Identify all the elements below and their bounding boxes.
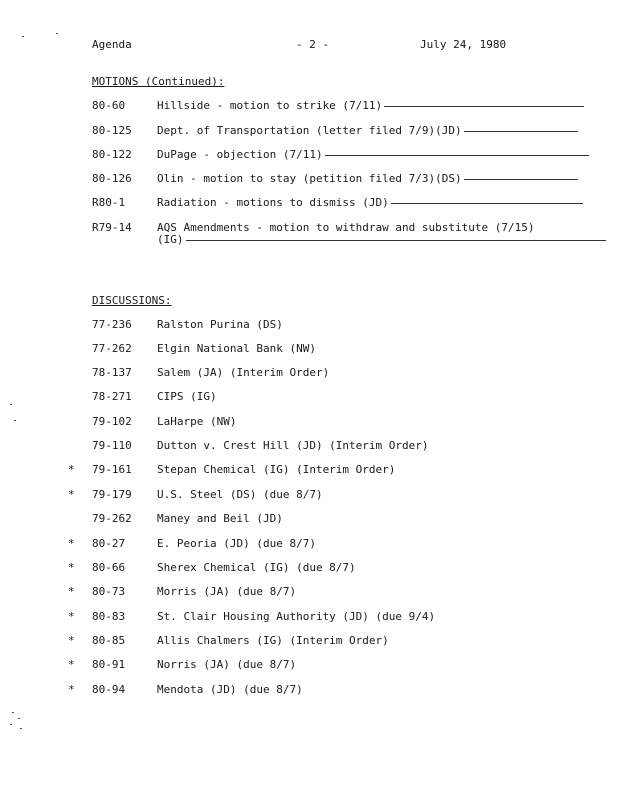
discussion-number: 77-236 [92,318,132,331]
discussion-text: Morris (JA) (due 8/7) [157,585,297,598]
discussion-number: 80-83 [92,610,126,623]
motion-number: 80-126 [92,172,132,185]
discussion-text: Maney and Beil (JD) [157,512,283,525]
motion-text: Hillside - motion to strike (7/11) [157,99,584,112]
priority-asterisk: * [68,634,75,647]
priority-asterisk: * [68,585,75,598]
discussion-text: E. Peoria (JD) (due 8/7) [157,537,316,550]
discussion-number: 80-73 [92,585,126,598]
discussion-text: Salem (JA) (Interim Order) [157,366,330,379]
discussion-text: Dutton v. Crest Hill (JD) (Interim Order) [157,439,429,452]
discussions-title: DISCUSSIONS: [92,294,172,307]
motion-text: AQS Amendments - motion to withdraw and substitute (7/15) [157,221,535,234]
discussion-text: CIPS (IG) [157,390,217,403]
header-agenda: Agenda [92,38,132,51]
discussion-number: 78-137 [92,366,132,379]
motion-number: 80-60 [92,99,126,112]
motion-number: R80-1 [92,196,126,209]
priority-asterisk: * [68,537,75,550]
discussion-number: 79-102 [92,415,132,428]
discussion-number: 79-179 [92,488,132,501]
page-number: - 2 - [296,38,330,51]
discussion-number: 80-85 [92,634,126,647]
discussion-number: 78-271 [92,390,132,403]
motion-text-continued: (IG) [157,233,606,246]
discussion-text: Elgin National Bank (NW) [157,342,316,355]
discussion-number: 80-27 [92,537,126,550]
priority-asterisk: * [68,610,75,623]
priority-asterisk: * [68,463,75,476]
discussion-number: 80-66 [92,561,126,574]
motion-text: Radiation - motions to dismiss (JD) [157,196,583,209]
priority-asterisk: * [68,561,75,574]
discussion-number: 77-262 [92,342,132,355]
priority-asterisk: * [68,488,75,501]
discussion-number: 80-91 [92,658,126,671]
priority-asterisk: * [68,683,75,696]
motion-number: 80-122 [92,148,132,161]
discussion-text: Allis Chalmers (IG) (Interim Order) [157,634,389,647]
discussion-number: 79-262 [92,512,132,525]
discussion-number: 79-110 [92,439,132,452]
motions-title: MOTIONS (Continued): [92,75,225,88]
discussion-text: Ralston Purina (DS) [157,318,283,331]
discussion-text: LaHarpe (NW) [157,415,237,428]
motion-text: Olin - motion to stay (petition filed 7/3)(DS) [157,172,578,185]
discussion-text: St. Clair Housing Authority (JD) (due 9/4) [157,610,436,623]
discussion-text: Sherex Chemical (IG) (due 8/7) [157,561,356,574]
header-date: July 24, 1980 [420,38,507,51]
motion-text: Dept. of Transportation (letter filed 7/9)(JD) [157,124,578,137]
discussion-number: 79-161 [92,463,132,476]
motion-number: 80-125 [92,124,132,137]
discussion-text: Mendota (JD) (due 8/7) [157,683,303,696]
motion-number: R79-14 [92,221,132,234]
discussion-text: Norris (JA) (due 8/7) [157,658,297,671]
discussion-number: 80-94 [92,683,126,696]
discussion-text: Stepan Chemical (IG) (Interim Order) [157,463,396,476]
discussion-text: U.S. Steel (DS) (due 8/7) [157,488,323,501]
priority-asterisk: * [68,658,75,671]
motion-text: DuPage - objection (7/11) [157,148,589,161]
